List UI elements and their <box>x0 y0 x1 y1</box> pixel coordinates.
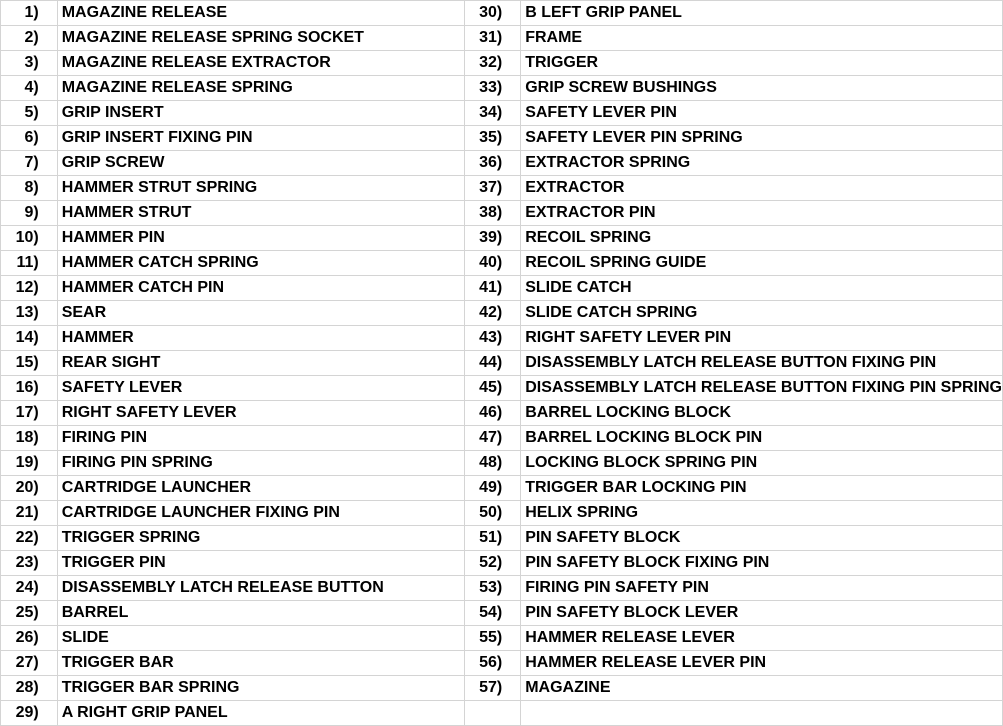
part-number-cell[interactable]: 20) <box>1 476 58 501</box>
table-row <box>1 501 1003 526</box>
part-name-cell[interactable]: TRIGGER <box>521 51 1003 76</box>
table-row <box>1 426 1003 451</box>
part-number-cell[interactable]: 9) <box>1 201 58 226</box>
part-number-cell[interactable]: 55) <box>464 626 521 651</box>
part-number-cell[interactable]: 37) <box>464 176 521 201</box>
table-row <box>1 326 1003 351</box>
part-name-cell[interactable]: HAMMER STRUT SPRING <box>57 176 464 201</box>
part-number-cell[interactable]: 39) <box>464 226 521 251</box>
table-row <box>1 376 1003 401</box>
part-name-cell[interactable]: EXTRACTOR SPRING <box>521 151 1003 176</box>
part-name-cell[interactable]: SLIDE <box>57 626 464 651</box>
part-name-cell[interactable]: REAR SIGHT <box>57 351 464 376</box>
part-number-cell[interactable]: 17) <box>1 401 58 426</box>
part-name-cell[interactable]: TRIGGER SPRING <box>57 526 464 551</box>
parts-list-body <box>1 1 1003 726</box>
part-number-cell[interactable]: 8) <box>1 176 58 201</box>
part-name-cell[interactable]: DISASSEMBLY LATCH RELEASE BUTTON FIXING PIN <box>521 351 1003 376</box>
part-name-cell[interactable]: MAGAZINE RELEASE <box>57 1 464 26</box>
part-number-cell[interactable]: 48) <box>464 451 521 476</box>
part-name-cell[interactable]: SLIDE CATCH <box>521 276 1003 301</box>
part-number-cell[interactable]: 2) <box>1 26 58 51</box>
part-number-cell[interactable]: 35) <box>464 126 521 151</box>
part-name-cell[interactable]: A RIGHT GRIP PANEL <box>57 701 464 726</box>
part-name-cell[interactable]: HAMMER <box>57 326 464 351</box>
part-name-cell[interactable]: FIRING PIN SPRING <box>57 451 464 476</box>
part-number-cell[interactable]: 16) <box>1 376 58 401</box>
part-number-cell[interactable]: 32) <box>464 51 521 76</box>
table-row <box>1 601 1003 626</box>
part-number-cell[interactable]: 11) <box>1 251 58 276</box>
part-number-cell[interactable]: 26) <box>1 626 58 651</box>
part-name-cell[interactable]: DISASSEMBLY LATCH RELEASE BUTTON FIXING PIN SPRING <box>521 376 1003 401</box>
table-row <box>1 526 1003 551</box>
part-number-cell[interactable]: 33) <box>464 76 521 101</box>
part-name-cell[interactable]: HAMMER PIN <box>57 226 464 251</box>
part-name-cell[interactable]: RIGHT SAFETY LEVER PIN <box>521 326 1003 351</box>
part-number-cell[interactable]: 6) <box>1 126 58 151</box>
part-name-cell[interactable]: MAGAZINE RELEASE SPRING SOCKET <box>57 26 464 51</box>
part-number-cell[interactable]: 13) <box>1 301 58 326</box>
table-row <box>1 251 1003 276</box>
part-number-cell[interactable]: 22) <box>1 526 58 551</box>
table-row <box>1 176 1003 201</box>
table-row <box>1 76 1003 101</box>
table-row <box>1 701 1003 726</box>
part-name-cell[interactable]: HAMMER RELEASE LEVER <box>521 626 1003 651</box>
part-name-cell[interactable]: SLIDE CATCH SPRING <box>521 301 1003 326</box>
part-number-cell[interactable]: 4) <box>1 76 58 101</box>
part-name-cell[interactable]: TRIGGER BAR LOCKING PIN <box>521 476 1003 501</box>
table-row <box>1 101 1003 126</box>
part-number-cell[interactable]: 30) <box>464 1 521 26</box>
part-number-cell[interactable]: 38) <box>464 201 521 226</box>
part-number-cell[interactable]: 24) <box>1 576 58 601</box>
part-number-cell[interactable]: 52) <box>464 551 521 576</box>
part-number-cell[interactable]: 42) <box>464 301 521 326</box>
table-row <box>1 476 1003 501</box>
part-number-cell[interactable]: 3) <box>1 51 58 76</box>
table-row <box>1 401 1003 426</box>
part-name-cell[interactable]: RECOIL SPRING GUIDE <box>521 251 1003 276</box>
part-number-cell[interactable]: 1) <box>1 1 58 26</box>
part-name-cell[interactable]: PIN SAFETY BLOCK <box>521 526 1003 551</box>
empty-cell[interactable] <box>464 701 521 726</box>
part-number-cell[interactable]: 7) <box>1 151 58 176</box>
part-name-cell[interactable]: MAGAZINE RELEASE SPRING <box>57 76 464 101</box>
part-name-cell[interactable]: HAMMER STRUT <box>57 201 464 226</box>
part-name-cell[interactable]: RIGHT SAFETY LEVER <box>57 401 464 426</box>
table-row <box>1 201 1003 226</box>
part-number-cell[interactable]: 5) <box>1 101 58 126</box>
part-number-cell[interactable]: 45) <box>464 376 521 401</box>
part-number-cell[interactable]: 49) <box>464 476 521 501</box>
part-number-cell[interactable]: 18) <box>1 426 58 451</box>
part-name-cell[interactable]: SAFETY LEVER PIN SPRING <box>521 126 1003 151</box>
part-name-cell[interactable]: PIN SAFETY BLOCK LEVER <box>521 601 1003 626</box>
part-name-cell[interactable]: GRIP SCREW <box>57 151 464 176</box>
table-row <box>1 351 1003 376</box>
part-number-cell[interactable]: 41) <box>464 276 521 301</box>
part-name-cell[interactable]: SEAR <box>57 301 464 326</box>
part-name-cell[interactable]: BARREL LOCKING BLOCK PIN <box>521 426 1003 451</box>
part-name-cell[interactable]: CARTRIDGE LAUNCHER <box>57 476 464 501</box>
empty-cell[interactable] <box>521 701 1003 726</box>
part-name-cell[interactable]: HELIX SPRING <box>521 501 1003 526</box>
table-row <box>1 576 1003 601</box>
part-number-cell[interactable]: 34) <box>464 101 521 126</box>
part-name-cell[interactable]: GRIP SCREW BUSHINGS <box>521 76 1003 101</box>
table-row <box>1 451 1003 476</box>
part-number-cell[interactable]: 47) <box>464 426 521 451</box>
part-name-cell[interactable]: EXTRACTOR <box>521 176 1003 201</box>
part-name-cell[interactable]: GRIP INSERT <box>57 101 464 126</box>
table-row <box>1 226 1003 251</box>
table-row <box>1 301 1003 326</box>
part-number-cell[interactable]: 12) <box>1 276 58 301</box>
part-number-cell[interactable]: 40) <box>464 251 521 276</box>
part-name-cell[interactable]: LOCKING BLOCK SPRING PIN <box>521 451 1003 476</box>
part-number-cell[interactable]: 50) <box>464 501 521 526</box>
part-number-cell[interactable]: 25) <box>1 601 58 626</box>
part-name-cell[interactable]: FRAME <box>521 26 1003 51</box>
part-number-cell[interactable]: 44) <box>464 351 521 376</box>
part-name-cell[interactable]: HAMMER CATCH SPRING <box>57 251 464 276</box>
part-name-cell[interactable]: BARREL <box>57 601 464 626</box>
part-name-cell[interactable]: BARREL LOCKING BLOCK <box>521 401 1003 426</box>
part-name-cell[interactable]: FIRING PIN SAFETY PIN <box>521 576 1003 601</box>
part-name-cell[interactable]: SAFETY LEVER <box>57 376 464 401</box>
part-number-cell[interactable]: 28) <box>1 676 58 701</box>
part-name-cell[interactable]: HAMMER RELEASE LEVER PIN <box>521 651 1003 676</box>
part-name-cell[interactable]: DISASSEMBLY LATCH RELEASE BUTTON <box>57 576 464 601</box>
part-name-cell[interactable]: TRIGGER PIN <box>57 551 464 576</box>
part-name-cell[interactable]: GRIP INSERT FIXING PIN <box>57 126 464 151</box>
part-number-cell[interactable]: 43) <box>464 326 521 351</box>
part-name-cell[interactable]: HAMMER CATCH PIN <box>57 276 464 301</box>
part-number-cell[interactable]: 29) <box>1 701 58 726</box>
part-name-cell[interactable]: TRIGGER BAR <box>57 651 464 676</box>
table-row <box>1 1 1003 26</box>
part-number-cell[interactable]: 14) <box>1 326 58 351</box>
part-number-cell[interactable]: 53) <box>464 576 521 601</box>
part-name-cell[interactable]: RECOIL SPRING <box>521 226 1003 251</box>
part-name-cell[interactable]: FIRING PIN <box>57 426 464 451</box>
part-number-cell[interactable]: 57) <box>464 676 521 701</box>
part-number-cell[interactable]: 36) <box>464 151 521 176</box>
table-row <box>1 51 1003 76</box>
part-name-cell[interactable]: EXTRACTOR PIN <box>521 201 1003 226</box>
part-number-cell[interactable]: 56) <box>464 651 521 676</box>
part-name-cell[interactable]: SAFETY LEVER PIN <box>521 101 1003 126</box>
part-name-cell[interactable]: MAGAZINE <box>521 676 1003 701</box>
part-number-cell[interactable]: 21) <box>1 501 58 526</box>
part-name-cell[interactable]: TRIGGER BAR SPRING <box>57 676 464 701</box>
table-row <box>1 276 1003 301</box>
part-name-cell[interactable]: CARTRIDGE LAUNCHER FIXING PIN <box>57 501 464 526</box>
part-name-cell[interactable]: MAGAZINE RELEASE EXTRACTOR <box>57 51 464 76</box>
table-row <box>1 151 1003 176</box>
table-row <box>1 126 1003 151</box>
part-number-cell[interactable]: 54) <box>464 601 521 626</box>
part-name-cell[interactable]: PIN SAFETY BLOCK FIXING PIN <box>521 551 1003 576</box>
part-number-cell[interactable]: 10) <box>1 226 58 251</box>
table-row <box>1 26 1003 51</box>
part-name-cell[interactable]: B LEFT GRIP PANEL <box>521 1 1003 26</box>
part-number-cell[interactable]: 31) <box>464 26 521 51</box>
table-row <box>1 626 1003 651</box>
part-number-cell[interactable]: 27) <box>1 651 58 676</box>
part-number-cell[interactable]: 23) <box>1 551 58 576</box>
part-number-cell[interactable]: 51) <box>464 526 521 551</box>
table-row <box>1 651 1003 676</box>
part-number-cell[interactable]: 46) <box>464 401 521 426</box>
table-row <box>1 676 1003 701</box>
part-number-cell[interactable]: 19) <box>1 451 58 476</box>
part-number-cell[interactable]: 15) <box>1 351 58 376</box>
table-row <box>1 551 1003 576</box>
